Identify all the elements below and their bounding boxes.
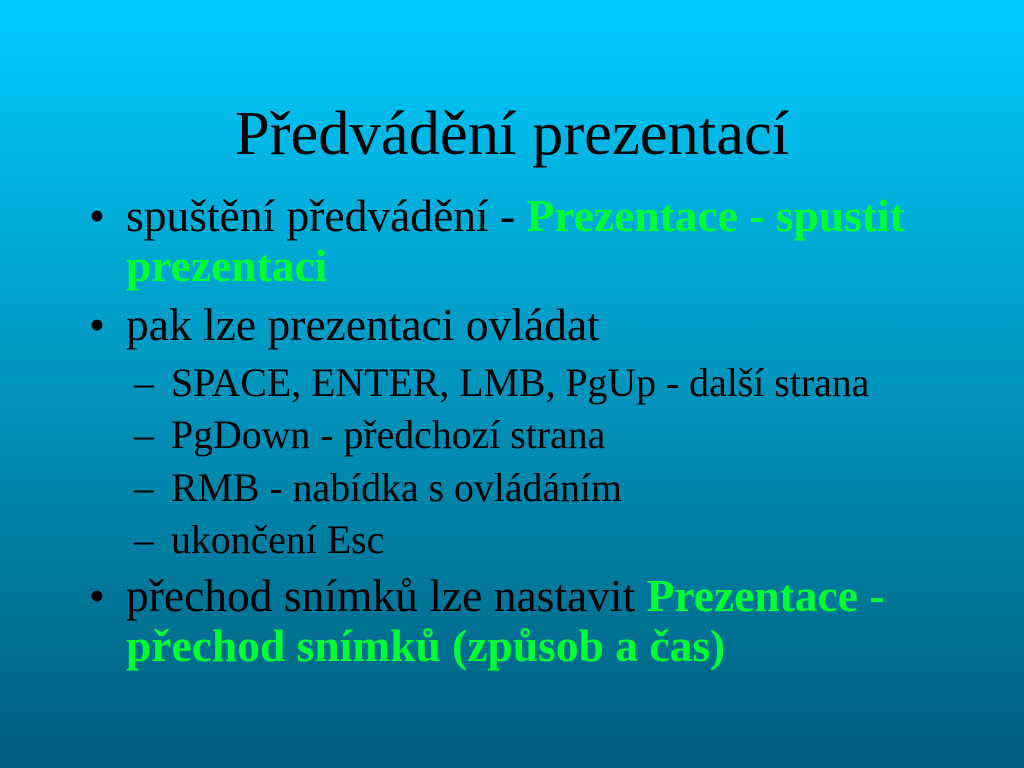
slide-title: Předvádění prezentací xyxy=(234,98,790,168)
sub-bullet-marker: – xyxy=(134,518,154,562)
bullet-marker: • xyxy=(89,190,105,241)
sub-bullet-marker: – xyxy=(134,413,154,457)
sub-bullet-text: ukončení Esc xyxy=(171,518,385,562)
bullet-text: spuštění předvádění - xyxy=(126,190,516,241)
sub-bullet-item xyxy=(134,413,963,457)
bullet-marker: • xyxy=(89,299,105,350)
sub-bullet-text: RMB - nabídka s ovládáním xyxy=(171,466,622,510)
bullet-item xyxy=(89,190,963,291)
bullet-highlight: Prezentace - přechod snímků (způsob a čas) xyxy=(126,570,885,671)
bullet-marker: • xyxy=(89,570,105,621)
bullet-item xyxy=(89,299,963,350)
sub-bullet-item xyxy=(134,518,963,562)
bullet-highlight: Prezentace - spustit prezentaci xyxy=(126,190,905,291)
bullet-item xyxy=(89,570,963,671)
sub-bullet-marker: – xyxy=(134,466,154,510)
sub-bullet-item xyxy=(134,466,963,510)
bullet-text: pak lze prezentaci ovládat xyxy=(126,299,600,350)
bullet-text: přechod snímků lze nastavit xyxy=(126,570,636,621)
sub-bullet-text: PgDown - předchozí strana xyxy=(171,413,606,457)
sub-bullet-text: SPACE, ENTER, LMB, PgUp - další strana xyxy=(171,361,870,405)
sub-bullet-item xyxy=(134,361,963,405)
sub-bullet-marker: – xyxy=(134,361,154,405)
